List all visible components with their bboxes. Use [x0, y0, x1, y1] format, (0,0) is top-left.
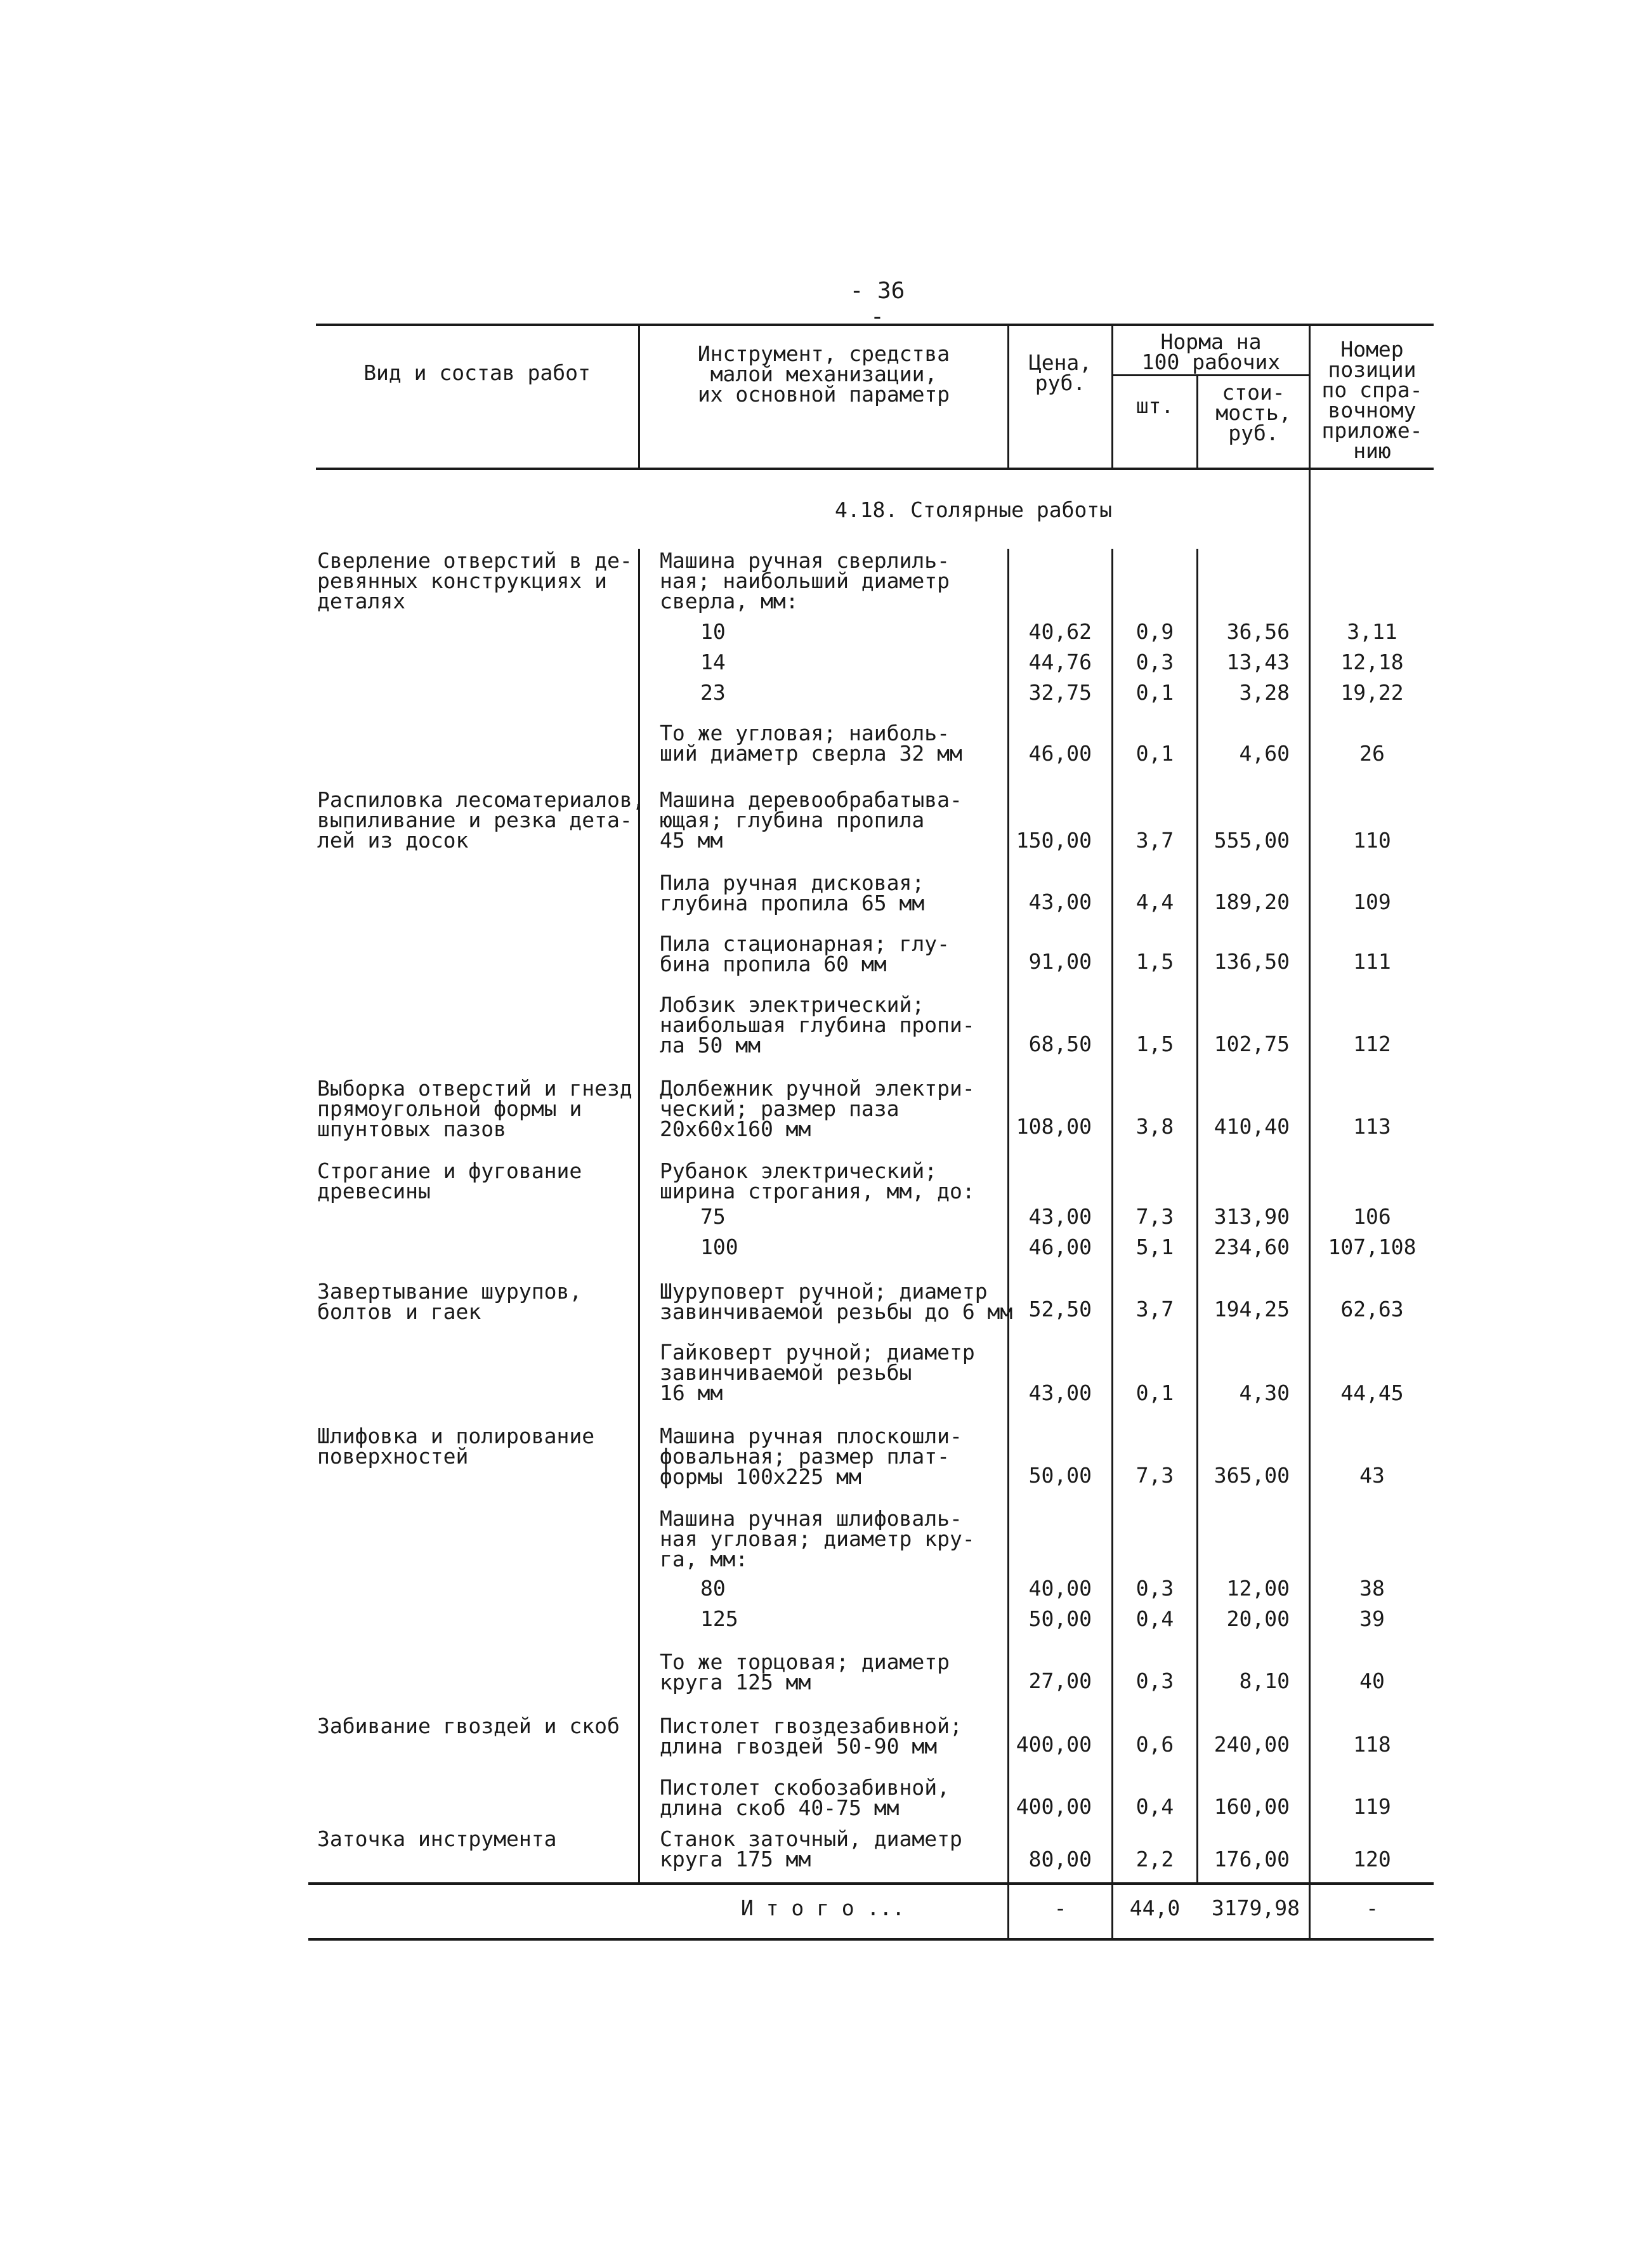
row-position: 106 — [1353, 1204, 1391, 1229]
row-cost: 20,00 — [1226, 1606, 1290, 1631]
row-cost: 136,50 — [1214, 949, 1290, 974]
row-price: 43,00 — [1028, 1204, 1092, 1229]
row-qty: 0,3 — [1135, 650, 1174, 674]
row-cost: 8,10 — [1239, 1668, 1290, 1693]
row-price: 43,00 — [1028, 1380, 1092, 1405]
row-price: 108,00 — [1016, 1114, 1092, 1139]
tool-header-drill: Машина ручная сверлиль- ная; наибольший диаметр сверла, мм: — [660, 548, 950, 613]
row-price: 91,00 — [1028, 949, 1092, 974]
row-position: 118 — [1353, 1732, 1391, 1757]
row-position: 19,22 — [1340, 680, 1404, 705]
row-price: 400,00 — [1016, 1794, 1092, 1819]
tool-header-angle-grinder: Машина ручная шлифоваль- ная угловая; диаметр кру- га, мм: — [660, 1506, 975, 1571]
row-position: 43 — [1359, 1463, 1385, 1488]
row-cost: 176,00 — [1214, 1847, 1290, 1871]
row-position: 112 — [1353, 1032, 1391, 1056]
row-qty: 7,3 — [1135, 1204, 1174, 1229]
row-cost: 160,00 — [1214, 1794, 1290, 1819]
header-cost: стои- мость, руб. — [1215, 380, 1292, 445]
row-qty: 0,6 — [1135, 1732, 1174, 1757]
row-price: 40,00 — [1028, 1576, 1092, 1601]
row-position: 113 — [1353, 1114, 1391, 1139]
row-price: 400,00 — [1016, 1732, 1092, 1757]
row-position: 38 — [1359, 1576, 1385, 1601]
row-tool: Машина деревообрабатыва- ющая; глубина пропила 45 мм — [660, 787, 962, 853]
work-group-planing: Строгание и фугование древесины — [317, 1158, 582, 1203]
row-qty: 0,1 — [1135, 680, 1174, 705]
row-cost: 189,20 — [1214, 889, 1290, 914]
row-price: 68,50 — [1028, 1032, 1092, 1056]
row-position: 119 — [1353, 1794, 1391, 1819]
row-position: 110 — [1353, 828, 1391, 853]
page-number: - 36 - — [849, 278, 905, 330]
row-tool: 14 — [700, 650, 726, 674]
row-tool: Долбежник ручной электри- ческий; размер паза 20х60х160 мм — [660, 1076, 975, 1141]
row-position: 44,45 — [1340, 1380, 1404, 1405]
table-end-rule — [308, 1882, 1434, 1885]
col-divider-work-tool-body — [638, 549, 640, 1882]
row-qty: 3,8 — [1135, 1114, 1174, 1139]
row-price: 80,00 — [1028, 1847, 1092, 1871]
row-qty: 0,1 — [1135, 741, 1174, 766]
row-qty: 0,3 — [1135, 1668, 1174, 1693]
row-tool: То же угловая; наиболь- ший диаметр сверла 32 мм — [660, 721, 962, 766]
row-tool: 125 — [700, 1606, 738, 1631]
row-position: 120 — [1353, 1847, 1391, 1871]
row-qty: 0,9 — [1135, 619, 1174, 644]
header-position: Номер позиции по спра- вочному приложе- нию — [1321, 337, 1423, 463]
row-cost: 3,28 — [1239, 680, 1290, 705]
row-qty: 0,1 — [1135, 1380, 1174, 1405]
row-qty: 0,3 — [1135, 1576, 1174, 1601]
row-tool: Пистолет скобозабивной, длина скоб 40-75 мм — [660, 1775, 950, 1820]
table-top-rule — [316, 324, 1434, 326]
row-cost: 102,75 — [1214, 1032, 1290, 1056]
work-group-sawing: Распиловка лесоматериалов, выпиливание и резка дета- лей из досок — [317, 787, 645, 853]
row-qty: 7,3 — [1135, 1463, 1174, 1488]
row-tool: Станок заточный, диаметр круга 175 мм — [660, 1826, 962, 1871]
total-bottom-rule — [308, 1938, 1434, 1941]
row-qty: 4,4 — [1135, 889, 1174, 914]
norm-sub-rule — [1111, 374, 1309, 376]
row-tool: 75 — [700, 1204, 726, 1229]
row-tool: 23 — [700, 680, 726, 705]
total-price: - — [1054, 1896, 1067, 1920]
row-cost: 4,30 — [1239, 1380, 1290, 1405]
row-tool: 10 — [700, 619, 726, 644]
tool-header-planer: Рубанок электрический; ширина строгания, мм, до: — [660, 1158, 975, 1203]
row-position: 111 — [1353, 949, 1391, 974]
total-label: И т о г о ... — [740, 1896, 905, 1920]
row-tool: То же торцовая; диаметр круга 125 мм — [660, 1649, 950, 1694]
row-cost: 240,00 — [1214, 1732, 1290, 1757]
row-qty: 3,7 — [1135, 828, 1174, 853]
row-cost: 36,56 — [1226, 619, 1290, 644]
row-position: 109 — [1353, 889, 1391, 914]
work-group-screwing: Завертывание шурупов, болтов и гаек — [317, 1279, 582, 1324]
row-position: 39 — [1359, 1606, 1385, 1631]
row-tool: 80 — [700, 1576, 726, 1601]
work-group-drilling: Сверление отверстий в де- ревянных конструкциях и деталях — [317, 548, 632, 613]
row-qty: 0,4 — [1135, 1606, 1174, 1631]
row-qty: 3,7 — [1135, 1297, 1174, 1321]
row-price: 44,76 — [1028, 650, 1092, 674]
header-price: Цена, руб. — [1028, 350, 1092, 395]
row-price: 46,00 — [1028, 1235, 1092, 1259]
row-cost: 410,40 — [1214, 1114, 1290, 1139]
row-cost: 12,00 — [1226, 1576, 1290, 1601]
row-position: 62,63 — [1340, 1297, 1404, 1321]
total-qty: 44,0 — [1129, 1896, 1181, 1920]
work-group-sharpening: Заточка инструмента — [317, 1826, 557, 1851]
header-work: Вид и состав работ — [363, 360, 591, 385]
work-group-sanding: Шлифовка и полирование поверхностей — [317, 1424, 595, 1469]
row-tool: Пила стационарная; глу- бина пропила 60 мм — [660, 931, 950, 976]
col-divider-tool-price-head — [1007, 324, 1009, 469]
row-qty: 2,2 — [1135, 1847, 1174, 1871]
section-title: 4.18. Столярные работы — [834, 497, 1113, 522]
row-price: 150,00 — [1016, 828, 1092, 853]
row-tool: Пила ручная дисковая; глубина пропила 65 мм — [660, 870, 925, 915]
header-bottom-rule — [316, 468, 1434, 470]
row-price: 50,00 — [1028, 1606, 1092, 1631]
row-qty: 1,5 — [1135, 1032, 1174, 1056]
row-tool: Шуруповерт ручной; диаметр завинчиваемой резьбы до 6 мм — [660, 1279, 1013, 1324]
row-price: 32,75 — [1028, 680, 1092, 705]
row-cost: 13,43 — [1226, 650, 1290, 674]
row-price: 52,50 — [1028, 1297, 1092, 1321]
header-norm: Норма на 100 рабочих — [1141, 329, 1281, 374]
row-cost: 365,00 — [1214, 1463, 1290, 1488]
row-tool: Пистолет гвоздезабивной; длина гвоздей 50-90 мм — [660, 1714, 962, 1759]
row-tool: Лобзик электрический; наибольшая глубина пропи- ла 50 мм — [660, 992, 975, 1058]
row-tool: Гайковерт ручной; диаметр завинчиваемой резьбы 16 мм — [660, 1340, 975, 1405]
row-qty: 0,4 — [1135, 1794, 1174, 1819]
row-position: 107,108 — [1328, 1235, 1417, 1259]
total-position: - — [1366, 1896, 1378, 1920]
row-position: 40 — [1359, 1668, 1385, 1693]
row-tool: Машина ручная плоскошли- фовальная; размер плат- формы 100х225 мм — [660, 1424, 962, 1489]
total-cost: 3179,98 — [1211, 1896, 1300, 1920]
row-cost: 313,90 — [1214, 1204, 1290, 1229]
row-cost: 194,25 — [1214, 1297, 1290, 1321]
work-group-mortising: Выборка отверстий и гнезд прямоугольной формы и шпунтовых пазов — [317, 1076, 632, 1141]
row-cost: 4,60 — [1239, 741, 1290, 766]
header-qty: шт. — [1135, 393, 1174, 418]
row-price: 40,62 — [1028, 619, 1092, 644]
row-price: 46,00 — [1028, 741, 1092, 766]
row-cost: 555,00 — [1214, 828, 1290, 853]
row-price: 27,00 — [1028, 1668, 1092, 1693]
row-tool: 100 — [700, 1235, 738, 1259]
row-price: 43,00 — [1028, 889, 1092, 914]
row-qty: 1,5 — [1135, 949, 1174, 974]
work-group-nailing: Забивание гвоздей и скоб — [317, 1714, 620, 1738]
row-qty: 5,1 — [1135, 1235, 1174, 1259]
row-price: 50,00 — [1028, 1463, 1092, 1488]
row-cost: 234,60 — [1214, 1235, 1290, 1259]
row-position: 3,11 — [1347, 619, 1397, 644]
row-position: 12,18 — [1340, 650, 1404, 674]
row-position: 26 — [1359, 741, 1385, 766]
header-tool: Инструмент, средства малой механизации, их основной параметр — [697, 341, 950, 407]
